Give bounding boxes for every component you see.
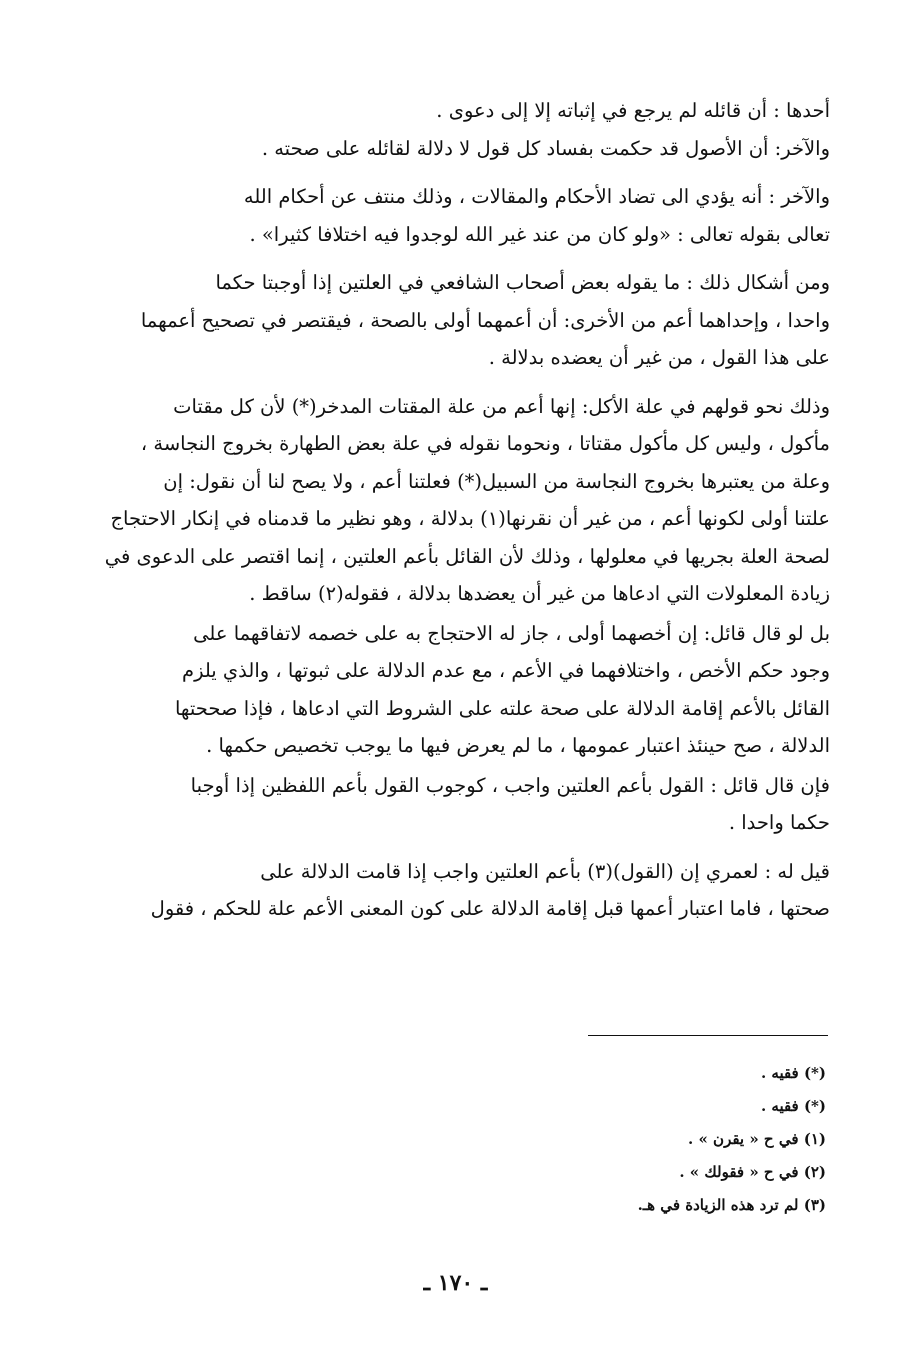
footnote: (*) فقيه . <box>760 1064 826 1082</box>
page-number: ـ ١٧٠ ـ <box>423 1270 488 1296</box>
footnote: (١) في ح « يقرن » . <box>688 1130 826 1148</box>
text-line: تعالى بقوله تعالى : «ولو كان من عند غير الله لوجدوا فيه اختلافا كثيرا» . <box>249 222 830 246</box>
text-line: فإن قال قائل : القول بأعم العلتين واجب ، كوجوب القول بأعم اللفظين إذا أوجبا <box>190 773 830 797</box>
text-line: حكما واحدا . <box>728 811 830 834</box>
text-line: واحدا ، وإحداهما أعم من الأخرى: أن أعمهما أولى بالصحة ، فيقتصر في تصحيح أعمهما <box>140 308 830 332</box>
text-line: بل لو قال قائل: إن أخصهما أولى ، جاز له الاحتجاج به على خصمه لاتفاقهما على <box>193 621 830 645</box>
text-line: علتنا أولى لكونها أعم ، من غير أن نقرنها(١) بدلالة ، وهو نظير ما قدمناه في إنكار الاحتجاج <box>110 507 830 530</box>
footnote: (٢) في ح « فقولك » . <box>679 1163 826 1181</box>
text-line: صحتها ، فاما اعتبار أعمها قبل إقامة الدلالة على كون المعنى الأعم علة للحكم ، فقول <box>150 897 830 920</box>
footnote-divider <box>588 1035 828 1036</box>
footnote: (*) فقيه . <box>760 1097 826 1115</box>
footnote: (٣) لم ترد هذه الزيادة في هـ. <box>637 1196 826 1214</box>
text-line: مأكول ، وليس كل مأكول مقتاتا ، ونحوما نقوله في علة بعض الطهارة بخروج النجاسة ، <box>140 432 830 455</box>
text-line: القائل بالأعم إقامة الدلالة على صحة علته على الشروط التي ادعاها ، فإذا صححتها <box>174 696 830 720</box>
text-line: وذلك نحو قولهم في علة الأكل: إنها أعم من علة المقتات المدخر(*) لأن كل مقتات <box>173 394 830 418</box>
text-line: وعلة من يعتبرها بخروج النجاسة من السبيل(*) فعلتنا أعم ، ولا يصح لنا أن نقول: إن <box>163 469 830 493</box>
footnotes <box>638 1057 826 1222</box>
text-line: والآخر: أن الأصول قد حكمت بفساد كل قول لا دلالة لقائله على صحته . <box>261 136 830 160</box>
text-line: أحدها : أن قائله لم يرجع في إثباته إلا إلى دعوى . <box>436 99 830 122</box>
text-line: والآخر : أنه يؤدي الى تضاد الأحكام والمقالات ، وذلك منتف عن أحكام الله <box>243 185 830 208</box>
text-line: الدلالة ، صح حينئذ اعتبار عمومها ، ما لم يعرض فيها ما يوجب تخصيص حكمها . <box>206 734 830 757</box>
text-line: لصحة العلة بجريها في معلولها ، وذلك لأن القائل بأعم العلتين ، إنما اقتصر على الدعوى في <box>104 544 830 568</box>
text-line: ومن أشكال ذلك : ما يقوله بعض أصحاب الشافعي في العلتين إذا أوجبتا حكما <box>215 271 830 294</box>
main-text <box>78 92 830 928</box>
text-line: على هذا القول ، من غير أن يعضده بدلالة . <box>488 346 830 369</box>
text-line: وجود حكم الأخص ، واختلافهما في الأعم ، مع عدم الدلالة على ثبوتها ، والذي يلزم <box>182 659 830 682</box>
text-line: قيل له : لعمري إن (القول)(٣) بأعم العلتين واجب إذا قامت الدلالة على <box>260 859 830 883</box>
text-line: زيادة المعلولات التي ادعاها من غير أن يعضدها بدلالة ، فقوله(٢) ساقط . <box>249 582 830 605</box>
